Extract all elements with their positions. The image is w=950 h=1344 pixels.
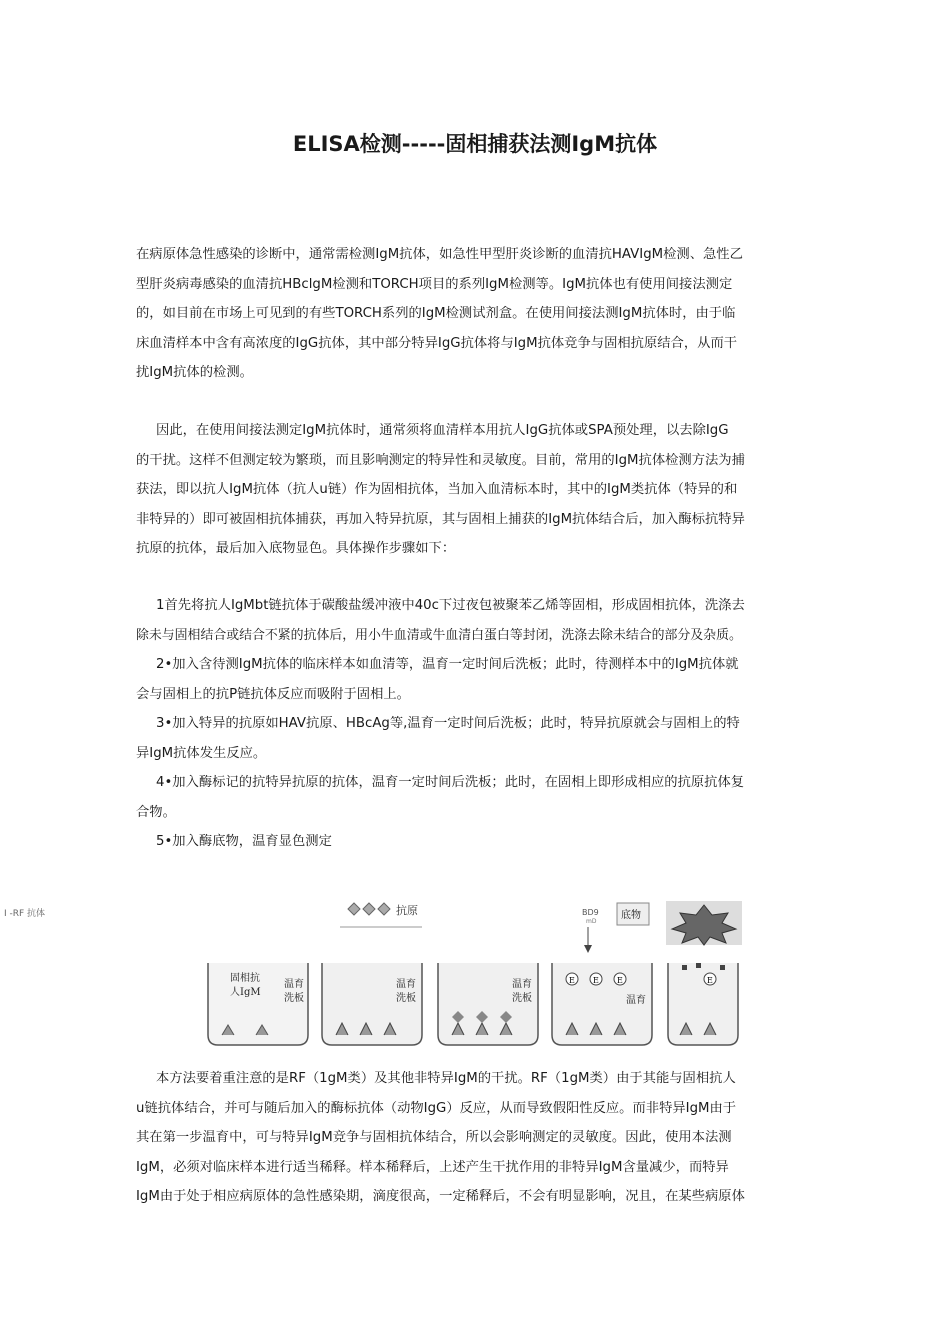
substrate-label: 底物 xyxy=(621,910,641,921)
svg-text:E: E xyxy=(593,976,599,985)
paragraph-line: u链抗体结合，并可与随后加入的酶标抗体（动物IgG）反应，从而导致假阳性反应。而非特异IgM由于 xyxy=(136,1100,737,1116)
step-line: 4•加入酶标记的抗特异抗原的抗体，温育一定时间后洗板；此时，在固相上即形成相应的抗原抗体复 xyxy=(156,775,745,790)
well-2 xyxy=(322,963,422,1045)
step-line: 会与固相上的抗P链抗体反应而吸附于固相上。 xyxy=(136,686,410,702)
step-line: 5•加入酶底物，温育显色测定 xyxy=(156,834,332,849)
antigen-legend xyxy=(340,903,422,927)
enzyme-label-arrow xyxy=(582,908,599,953)
paragraph-line: 的干扰。这样不但测定较为繁琐，而且影响测定的特异性和灵敏度。目前，常用的IgM抗体检测方法为捕 xyxy=(136,452,745,468)
paragraph-1 xyxy=(136,240,816,388)
paragraph-3 xyxy=(136,1064,816,1212)
paragraph-line: 非特异的）即可被固相抗体捕获，再加入特异抗原，其与固相上捕获的IgM抗体结合后，加入酶标抗特异 xyxy=(136,511,745,527)
svg-text:固相抗: 固相抗 xyxy=(230,973,260,984)
paragraph-line: 抗原的抗体，最后加入底物显色。具体操作步骤如下： xyxy=(136,541,456,556)
step-line: 1首先将抗人IgMbt链抗体于碳酸盐缓冲液中40c下过夜包被聚苯乙烯等固相，形成固相抗体，洗涤去 xyxy=(156,598,745,613)
side-note: I -RF 抗体 xyxy=(4,909,46,919)
paragraph-line: 其在第一步温育中，可与特异IgM竞争与固相抗体结合，所以会影响测定的灵敏度。因此，使用本法测 xyxy=(136,1130,732,1145)
svg-text:温育: 温育 xyxy=(626,995,646,1006)
step-line: 3•加入特异的抗原如HAV抗原、HBcAg等,温育一定时间后洗板；此时，特异抗原就会与固相上的特 xyxy=(156,716,740,731)
paragraph-line: 的，如目前在市场上可见到的有些TORCH系列的IgM检测试剂盒。在使用间接法测IgM抗体时，由于临 xyxy=(136,306,736,321)
bd-sublabel: mD xyxy=(586,918,597,925)
svg-text:洗板: 洗板 xyxy=(512,993,532,1004)
paragraph-line: 床血清样本中含有高浓度的IgG抗体，其中部分特异IgG抗体将与IgM抗体竞争与固相抗原结合，从而干 xyxy=(136,335,738,351)
svg-text:E: E xyxy=(569,976,575,985)
paragraph-line: IgM由于处于相应病原体的急性感染期，滴度很高，一定稀释后，不会有明显影响，况且，在某些病原体 xyxy=(136,1189,745,1204)
capture-assay-figure xyxy=(200,895,745,1063)
paragraph-line: 扰IgM抗体的检测。 xyxy=(136,365,253,380)
svg-text:温育: 温育 xyxy=(284,979,304,990)
step-line: 除未与固相结合或结合不紧的抗体后，用小牛血清或牛血清白蛋白等封闭，洗涤去除未结合的部分及杂质。 xyxy=(136,627,742,643)
paragraph-line: 获法，即以抗人IgM抗体（抗人u链）作为固相抗体，当加入血清标本时，其中的IgM类抗体（特异的和 xyxy=(136,482,738,497)
svg-text:洗板: 洗板 xyxy=(284,993,304,1004)
step-line: 2•加入含待测IgM抗体的临床样本如血清等，温育一定时间后洗板；此时，待测样本中的IgM抗体就 xyxy=(156,657,739,672)
svg-text:温育: 温育 xyxy=(512,979,532,990)
svg-text:E: E xyxy=(707,976,713,985)
color-development-icon xyxy=(666,901,742,945)
antigen-label: 抗原 xyxy=(396,904,418,917)
step-line: 合物。 xyxy=(136,804,176,820)
paragraph-line: 因此，在使用间接法测定IgM抗体时，通常须将血清样本用抗人IgG抗体或SPA预处理，以去除IgG xyxy=(156,423,729,438)
paragraph-2 xyxy=(136,416,816,564)
svg-text:人IgM: 人IgM xyxy=(230,987,261,998)
well-1 xyxy=(208,963,308,1045)
paragraph-line: 在病原体急性感染的诊断中，通常需检测IgM抗体，如急性甲型肝炎诊断的血清抗HAVIgM检测、急性乙 xyxy=(136,247,743,262)
paragraph-line: 本方法要着重注意的是RF（1gM类）及其他非特异IgM的干扰。RF（1gM类）由于其能与固相抗人 xyxy=(156,1071,736,1086)
well-3 xyxy=(438,963,538,1045)
well-5 xyxy=(668,963,738,1045)
svg-text:洗板: 洗板 xyxy=(396,993,416,1004)
page-title: ELISA检测-----固相捕获法测IgM抗体 xyxy=(292,132,658,156)
paragraph-line: IgM，必须对临床样本进行适当稀释。样本稀释后，上述产生干扰作用的非特异IgM含量减少，而特异 xyxy=(136,1159,729,1175)
steps-list xyxy=(136,591,816,857)
bd-label: BD9 xyxy=(582,908,599,917)
paragraph-line: 型肝炎病毒感染的血清抗HBclgM检测和TORCH项目的系列IgM检测等。IgM抗体也有使用间接法测定 xyxy=(136,276,733,292)
svg-text:E: E xyxy=(617,976,623,985)
svg-text:温育: 温育 xyxy=(396,979,416,990)
step-line: 异IgM抗体发生反应。 xyxy=(136,745,267,761)
